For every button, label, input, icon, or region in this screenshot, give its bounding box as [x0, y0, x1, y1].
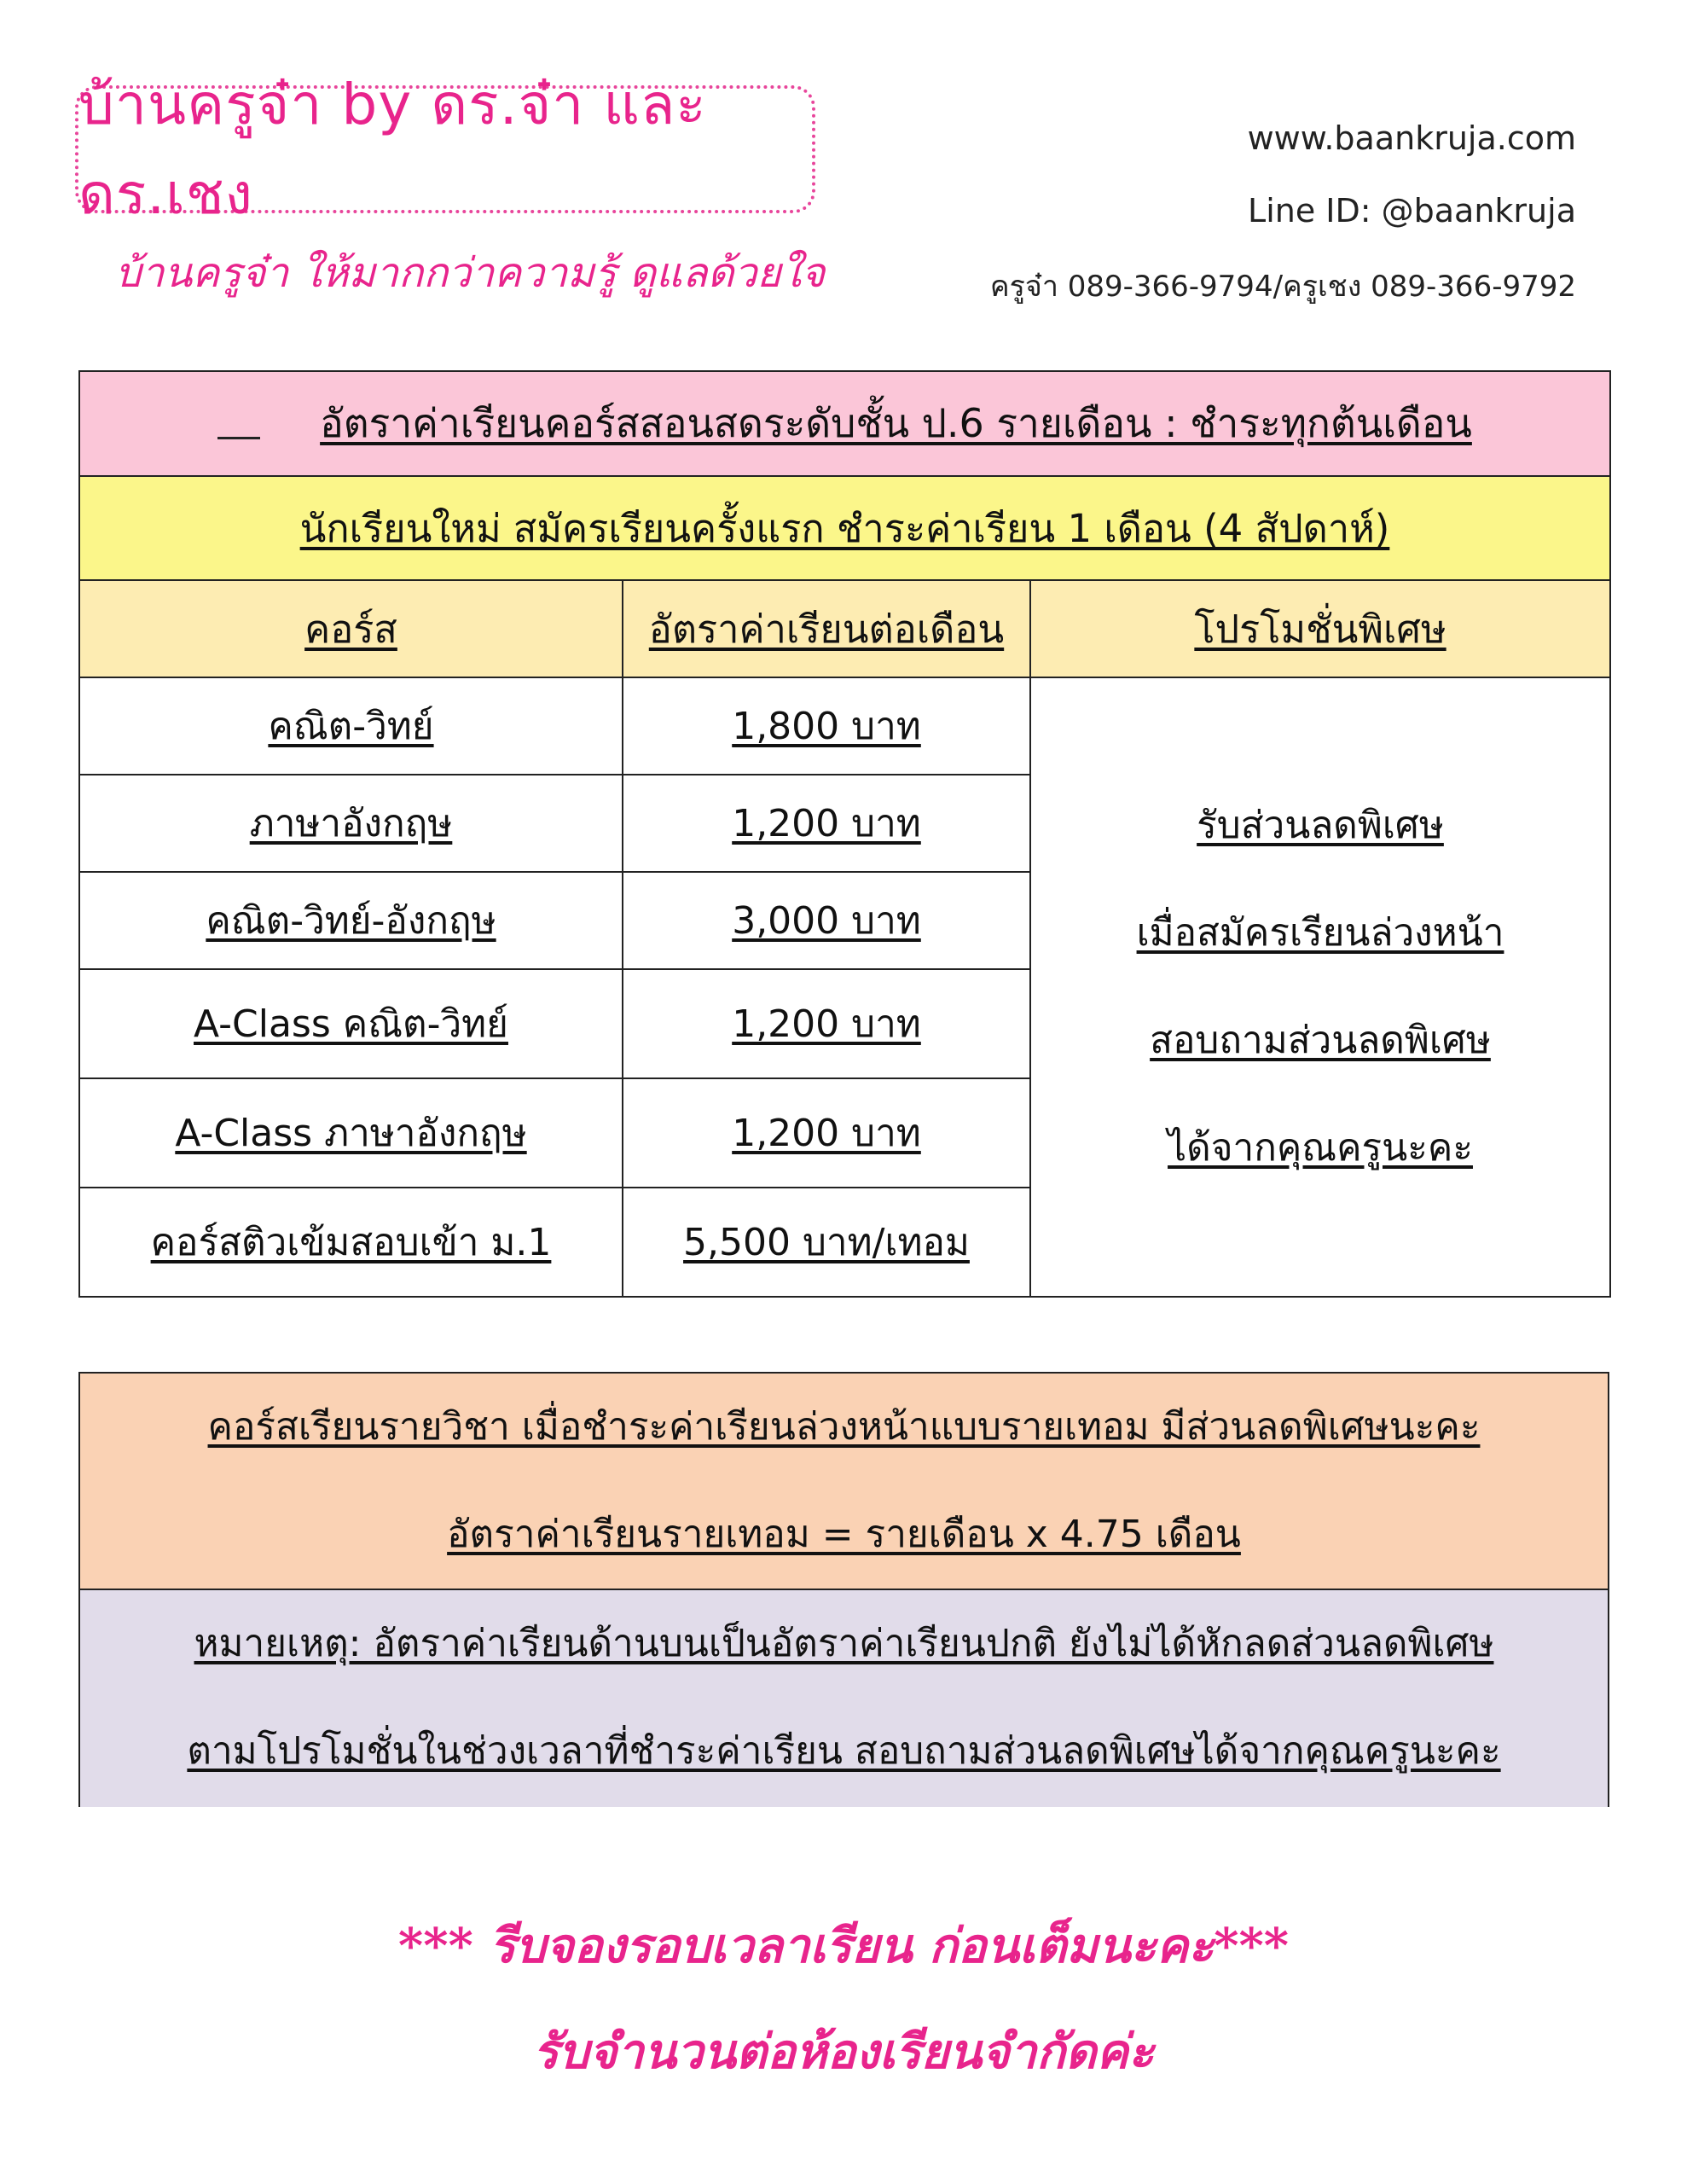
- term-line-2: อัตราค่าเรียนรายเทอม = รายเดือน x 4.75 เดือน: [447, 1513, 1241, 1556]
- course-name: คณิต-วิทย์-อังกฤษ: [206, 899, 496, 943]
- term-line-1: คอร์สเรียนรายวิชา เมื่อชำระค่าเรียนล่วงหน้าแบบรายเทอม มีส่วนลดพิเศษนะคะ: [207, 1405, 1481, 1449]
- term-discount-section: [80, 1374, 1608, 1590]
- course-name: คณิต-วิทย์: [268, 705, 434, 748]
- table-title: [79, 371, 1610, 476]
- promo-line: ได้จากคุณครูนะคะ: [1168, 1126, 1473, 1170]
- website-link[interactable]: www.baankruja.com: [1247, 119, 1576, 157]
- phone-numbers: ครูจ๋า 089-366-9794/ครูเชง 089-366-9792: [989, 270, 1576, 304]
- term-and-note-box: [78, 1372, 1609, 1807]
- note-line-1: หมายเหตุ: อัตราค่าเรียนด้านบนเป็นอัตราค่าเรียนปกติ ยังไม่ได้หักลดส่วนลดพิเศษ: [194, 1622, 1494, 1665]
- table-subtitle: [79, 476, 1610, 580]
- course-name: คอร์สติวเข้มสอบเข้า ม.1: [150, 1221, 552, 1264]
- promo-line: เมื่อสมัครเรียนล่วงหน้า: [1136, 911, 1504, 955]
- course-name: A-Class คณิต-วิทย์: [194, 1002, 508, 1046]
- course-price: 1,800 บาท: [732, 705, 921, 748]
- course-name: ภาษาอังกฤษ: [249, 802, 453, 845]
- table-title-text: อัตราค่าเรียนคอร์สสอนสดระดับชั้น ป.6 รายเดือน : ชำระทุกต้นเดือน: [320, 400, 1472, 446]
- table-row: [79, 677, 1610, 775]
- course-name: A-Class ภาษาอังกฤษ: [175, 1112, 527, 1155]
- promo-line: รับส่วนลดพิเศษ: [1197, 804, 1444, 847]
- header-promo: โปรโมชั่นพิเศษ: [1194, 607, 1446, 652]
- header-price: อัตราค่าเรียนต่อเดือน: [648, 607, 1005, 652]
- tuition-table: [78, 370, 1611, 1298]
- course-price: 1,200 บาท: [732, 1112, 921, 1155]
- brand-title: บ้านครูจ๋า by ดร.จ๋า และ ดร.เชง: [78, 72, 707, 227]
- note-section: [80, 1590, 1608, 1807]
- course-price: 1,200 บาท: [732, 1002, 921, 1046]
- note-line-2: ตามโปรโมชั่นในช่วงเวลาที่ชำระค่าเรียน สอบถามส่วนลดพิเศษได้จากคุณครูนะคะ: [187, 1729, 1501, 1773]
- line-id: Line ID: @baankruja: [1248, 192, 1576, 229]
- table-header-row: [79, 580, 1610, 677]
- footer-reserve: *** รีบจองรอบเวลาเรียน ก่อนเต็มนะคะ***: [397, 1918, 1290, 1974]
- header-course: คอร์ส: [304, 607, 397, 652]
- title-dash: [217, 437, 260, 439]
- promo-cell: [1030, 677, 1610, 1297]
- brand-slogan: บ้านครูจ๋า ให้มากกว่าความรู้ ดูแลด้วยใจ: [115, 249, 826, 297]
- table-subtitle-text: นักเรียนใหม่ สมัครเรียนครั้งแรก ชำระค่าเรียน 1 เดือน (4 สัปดาห์): [299, 506, 1390, 551]
- course-price: 5,500 บาท/เทอม: [683, 1221, 970, 1264]
- course-price: 1,200 บาท: [732, 802, 921, 845]
- course-price: 3,000 บาท: [732, 899, 921, 943]
- footer-limited: รับจำนวนต่อห้องเรียนจำกัดค่ะ: [532, 2024, 1155, 2080]
- promo-line: สอบถามส่วนลดพิเศษ: [1150, 1019, 1491, 1062]
- brand-box: [75, 72, 815, 227]
